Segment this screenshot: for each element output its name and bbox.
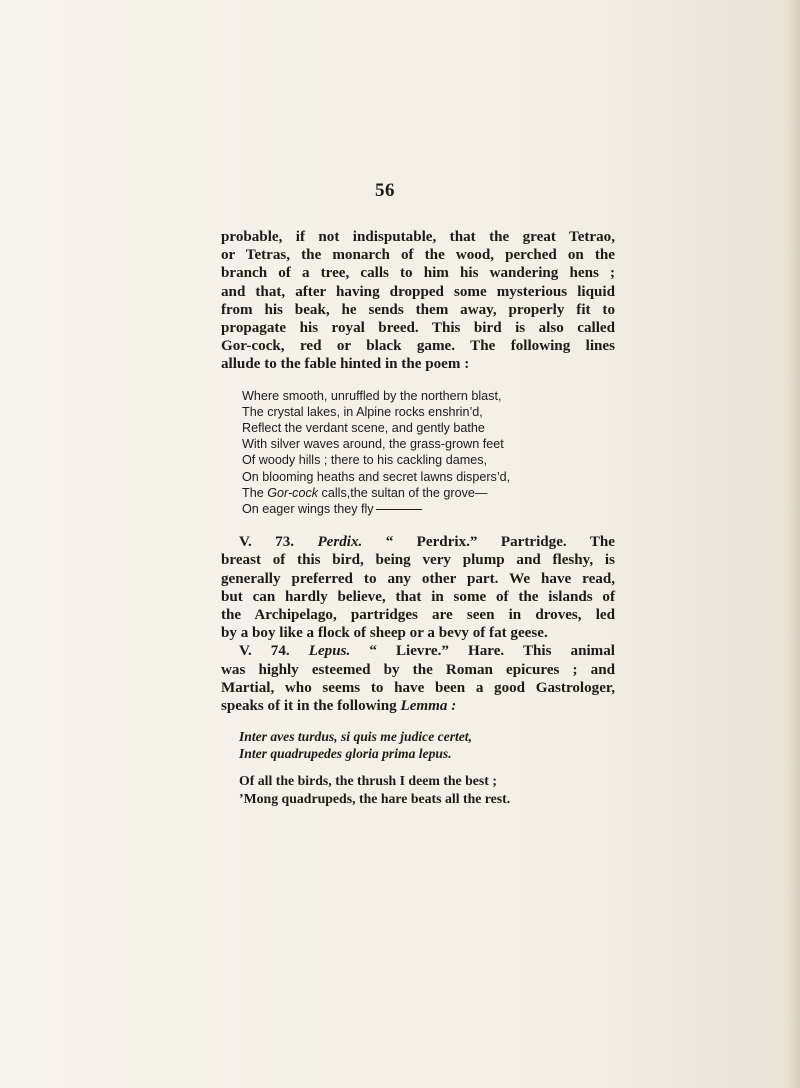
text-line: from his beak, he sends them away, properly fit to	[221, 301, 615, 318]
entry-gloss: “ Perdrix.” Partridge. The	[385, 534, 615, 551]
verse-ref: V. 74.	[239, 643, 290, 660]
text-line: or Tetras, the monarch of the wood, perched on the	[221, 247, 615, 264]
em-dash-rule	[376, 509, 422, 510]
translation-line: ’Mong quadrupeds, the hare beats all the rest.	[239, 790, 511, 806]
entry-lepus	[221, 642, 615, 715]
poem-line-post: calls,the sultan of the grove—	[318, 485, 488, 500]
text-line: generally preferred to any other part. We have read,	[221, 570, 615, 587]
text-line: the Archipelago, partridges are seen in droves, led	[221, 607, 615, 624]
text-line-pre: speaks of it in the following	[221, 698, 401, 715]
latin-lemma	[221, 728, 615, 762]
page-body	[221, 228, 615, 807]
text-line: but can hardly believe, that in some of the islands of	[221, 588, 615, 605]
text-line: propagate his royal breed. This bird is also called	[221, 320, 615, 337]
page-edge-shadow	[786, 0, 800, 1088]
poem-line: Reflect the verdant scene, and gently bathe	[242, 421, 485, 436]
latin-term: Perdix.	[317, 534, 363, 551]
lemma-term: Lemma :	[400, 698, 457, 715]
text-line: branch of a tree, calls to him his wandering hens ;	[221, 265, 615, 282]
text-line: by a boy like a flock of sheep or a bevy of fat geese.	[221, 625, 548, 642]
verse-ref: V. 73.	[239, 534, 295, 551]
poem-line	[242, 485, 615, 501]
text-line: and that, after having dropped some mysterious liquid	[221, 283, 615, 300]
entry-heading-line	[221, 533, 615, 551]
gor-cock-term: Gor-cock	[267, 485, 319, 500]
text-line: Martial, who seems to have been a good Gastrologer,	[221, 679, 615, 696]
poem-line-pre: The	[242, 485, 268, 500]
lemma-line: Inter quadrupedes gloria prima lepus.	[239, 746, 452, 762]
poem-line: Of woody hills ; there to his cackling dames,	[242, 453, 487, 468]
translation-line: Of all the birds, the thrush I deem the best ;	[239, 773, 497, 789]
page-number: 56	[375, 180, 395, 201]
latin-term: Lepus.	[308, 643, 351, 660]
text-line: was highly esteemed by the Roman epicures ; and	[221, 661, 615, 678]
paragraph-tetrao	[221, 228, 615, 374]
lemma-translation	[221, 772, 615, 807]
poem-line	[242, 501, 615, 517]
poem-line: Where smooth, unruffled by the northern blast,	[242, 388, 502, 403]
poem-quotation	[221, 388, 615, 518]
text-line	[221, 697, 615, 715]
lemma-line: Inter aves turdus, si quis me judice certet,	[239, 729, 472, 745]
poem-line: With silver waves around, the grass-grown feet	[242, 437, 504, 452]
entry-perdix	[221, 533, 615, 642]
text-line: Gor-cock, red or black game. The following lines	[221, 338, 615, 355]
poem-line: On blooming heaths and secret lawns dispers’d,	[242, 469, 511, 484]
text-line: allude to the fable hinted in the poem :	[221, 356, 470, 373]
poem-line-text: On eager wings they fly	[242, 502, 374, 517]
text-line: probable, if not indisputable, that the great Tetrao,	[221, 229, 615, 245]
entry-gloss: “ Lievre.” Hare. This animal	[369, 643, 615, 660]
entry-heading-line	[221, 642, 615, 660]
poem-line: The crystal lakes, in Alpine rocks enshrin’d,	[242, 404, 483, 419]
text-line: breast of this bird, being very plump and fleshy, is	[221, 552, 615, 569]
